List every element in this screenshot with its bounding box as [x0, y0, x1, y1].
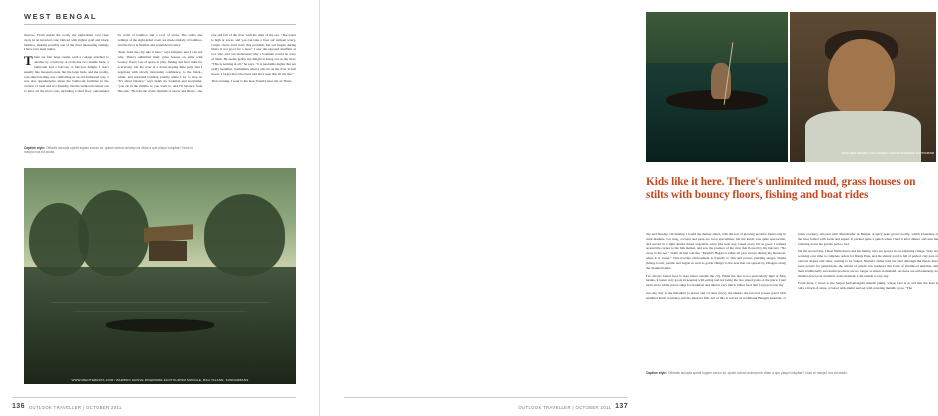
right-photo-credit: WWW.MEDITERRATA.COM / BAMBOO GROVE RIVERSIDE ECOTOURISM — [841, 152, 934, 155]
caption-text: Officials accepta spedit fugiam earum sit, quiam sciend doloreprzis vitiae a que plaqui volupfae? Idunt re maxpui nus ad studio. — [24, 146, 194, 155]
left-folio — [12, 403, 122, 410]
caption-lead: Caption style: — [24, 146, 46, 150]
paragraph: two-day stay is the malaikari (a prawn and coconut curry), the shukto, the lau bori (sweet gourd with sundried lentil croutons) and the mustard fish. All of this is served on traditional Bengali kasundu, or brass crockery, tattooed with 'Monchasha' in Bangla. A spicy paan grows locally, which Chandana at the haat folded with zarda and supari. It packed quite a punch when I had it after dinner, and sent me tottering down the garden path to bed. — [646, 232, 938, 300]
right-photo-boatman — [646, 12, 788, 162]
left-photo-credit: WWW.MEDITERRATA.COM / BAMBOO GROVE RIVERSIDE ECOTOURISM MODULE, BALI ISLAND, SUNDARBANS — [71, 378, 249, 382]
portrait-face — [828, 39, 895, 117]
caption-lead: Caption style: — [646, 371, 668, 375]
running-head: WEST BENGAL — [24, 12, 98, 21]
article-headline: Kids like it here. There's unlimited mud, grass houses on stilts with bouncy floors, fishing and boat rides — [646, 176, 916, 202]
left-text-columns — [24, 33, 296, 141]
folio-text: OUTLOOK TRAVELLER | OCTOBER 2011 — [28, 405, 122, 410]
left-footer-divider — [12, 397, 296, 398]
right-text-columns — [646, 232, 938, 366]
paragraph-dropcap: There are four large rooms, each a cottage attached to another by a balcony. A room has two double beds, a bathroom and a balcony of halcyon delight. I don't usually like mosquito nets, but the large beds, and the roomy, rose-tinted netting was comforting in an old-fashioned way. I was also apprehensive about the bathroom facilities in the context of rural and eco-friendly, but the bathroom turned out to have all the mod cons, including a tiled floor, surrounded by walls of bamboo and a roof of straw. The walls and ceilings of the eight-sided room are made entirely of bamboo, and the floor is flexible and somewhat bouncy. — [24, 33, 203, 94]
left-page — [0, 0, 320, 416]
paragraph: On the second day, I meet Nirmal hera and his family, who are porters in an adjoining village. They are working over time to complete orders for Durga Puja, and the shanty-yard is full of perfect clay pots of various shapes and sizes, waiting to be baked. Nirmal's father tells me that although the theras have been potters for generations, the advent of plastic has rendered this form of livelihood unstable, and their traditionally successful products are no longer as much in demand. As there are unfortunately no smaller-level pots available at the moment, I am unable to buy any. — [798, 249, 938, 278]
page-number: 136 — [12, 403, 25, 410]
right-photo-caption — [646, 371, 938, 375]
left-photo-river-huts — [24, 168, 296, 384]
paragraph: I've always found food to taste better outside the city. While the fare is not particularly light at Mon haatka, it tastes very good, in keeping with eating and not being the two stated goals of the place. I had luchi and a white potato subji for breakfast and liked it very much. Other food that I enjoyed over my — [646, 273, 786, 288]
caption-text: Officialis accupta spedit fugiam earum sit, quiam sciend doloreprzis vitiae a que plaqui volupfae? Idunt re maxpui nus ad studio. — [667, 371, 848, 375]
tree-shape — [78, 190, 149, 276]
folio-text: OUTLOOK TRAVELLER | OCTOBER 2011 — [518, 405, 612, 410]
hut-body — [149, 241, 187, 260]
water-reflection — [51, 302, 269, 303]
paragraph: day and Sunday. On Sunday, I found the market abuzz, with the sort of glowing produce found only in rural markets. Lal saag, coconut and paan are local specialities, but the katoli was quite spectacular, and served in a light shades tinted vegetable curry (the next day, tasted every bit as good. I walked around the corner to the fish market, and saw the produce of the river that flowed by my balcony. "No close to the sea," Jadab da had told me, "Panshi's Hagda is saline all year except during the monsoon, when it is sweet." This riverine environment is friendly to fish and prawn, yielding sangra, bhetki (hilsa), bocul, parshe and bagda as well as golda chingri to the nets that are spread by villagers along the channel banks. — [646, 232, 786, 270]
header-divider — [24, 24, 296, 25]
right-folio — [518, 403, 628, 410]
paragraph: morrow. From inside the room, the eight-sided roof rises away in an inverted cone latticed with lighter gold and black bamboo, making possibly one of the most interesting ceilings I have ever slept under. — [24, 33, 109, 52]
left-photo-caption — [24, 146, 200, 155]
page-number: 137 — [615, 403, 628, 410]
water-reflection — [73, 311, 247, 312]
photo-riverbank — [646, 12, 788, 63]
paragraph: From there, I travel to the Sarpai Sarbamangala mandir (4km), whose idol is so old that the Kali is only a block of stone, covered with sindur and set with arresting metallic eyes. "The — [798, 281, 938, 291]
paragraph: That evening, I went to the hoat. Paush's haat sits on Thurs- — [211, 79, 293, 84]
right-photo-portrait — [790, 12, 936, 162]
paragraph: "Kids from the city like it here," says Debjani, and I can see why. There's unlimited mud, grass houses on stilts with bouncy floors, lots of space to play, fishing and boat rides for everybody. On the river is a down-sloping little jetty that I negotiate with slowly increasing confidence, to the black-, white- and red-hued bobbing prettily while I try to step in. "It's about balance," says Jadab da, boatman and storyteller, "you sit in the middle as you want to, and I'll balance from this end." He tells me of the rhythms of aswar and bhaso—the rise and fall of the river with the tides of the sea. "The water is high at jowar, and you can take a boat out without worry. Larger rivers don't have this problem, but our lingda during bhata is not good for a boat." I saw the exposed mudflats at low tide, and can understand why a boatman would be wary of them. He seems gently my delight at being out on the river. "This is nothing at all," he says, "it is paurnima nights that are really beautiful. Sometimes when I am out on the river in full moon, I forget that I live here and have seen this all my life." — [117, 33, 296, 94]
right-footer-divider — [344, 397, 628, 398]
right-page — [320, 0, 938, 416]
tree-shape — [204, 194, 286, 276]
